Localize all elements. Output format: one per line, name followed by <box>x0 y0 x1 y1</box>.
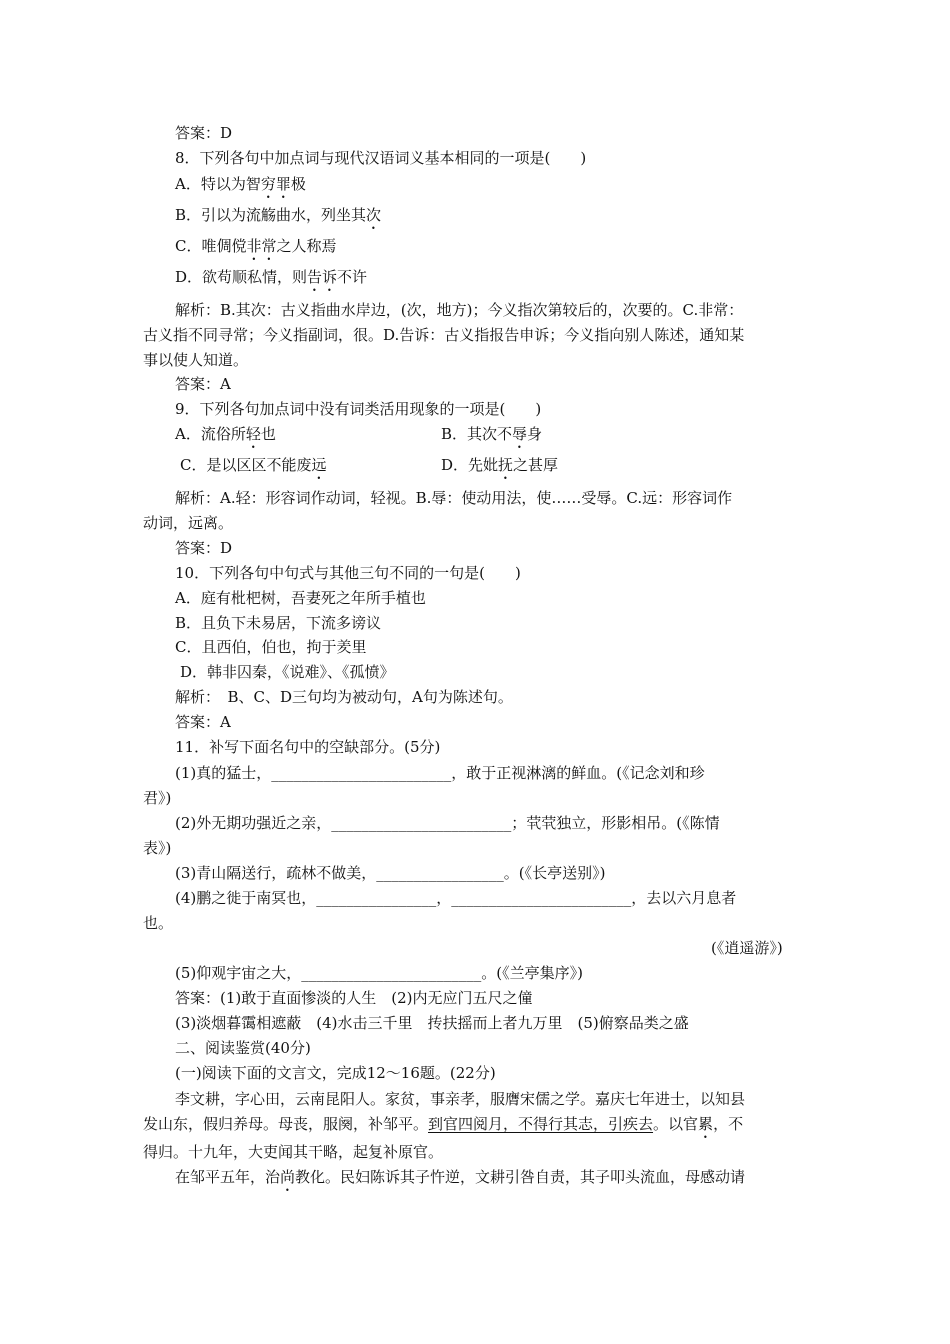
fill-blank-line: (3)青山隔送行，疏林不做美，_________________。(《长亭送别》) <box>175 864 606 882</box>
option-line: C．且西伯，伯也，拘于羑里 <box>175 638 367 656</box>
option-line: D．欲苟顺私情，则告诉不许 <box>175 268 368 286</box>
subsection-heading: (一)阅读下面的文言文，完成12～16题。(22分) <box>175 1064 496 1082</box>
option-line: B．其次不辱身 <box>441 425 543 443</box>
answer-line: 答案：A <box>175 375 231 393</box>
explanation-line: 解析：B.其次：古义指曲水岸边，(次，地方)；今义指次第较后的，次要的。C.非常： <box>175 301 744 319</box>
explanation-line: 解析： B、C、D三句均为被动句，A句为陈述句。 <box>175 688 513 706</box>
option-line: A．流俗所轻也 <box>175 425 276 443</box>
option-line: B．引以为流觞曲水，列坐其次 <box>175 206 382 224</box>
answer-line: (3)淡烟暮霭相遮蔽 (4)水击三千里 抟扶摇而上者九万里 (5)俯察品类之盛 <box>175 1014 689 1032</box>
question-11: 11．补写下面名句中的空缺部分。(5分) <box>175 738 441 756</box>
option-line: C．唯倜傥非常之人称焉 <box>175 237 337 255</box>
fill-blank-line: 君》) <box>143 789 172 807</box>
answer-line: 答案：(1)敢于直面惨淡的人生 (2)内无应门五尺之僮 <box>175 989 533 1007</box>
answer-line: 答案：A <box>175 713 231 731</box>
option-line: D．先妣抚之甚厚 <box>441 456 559 474</box>
fill-blank-line: (4)鹏之徙于南冥也，________________，________________________，去以六月息者 <box>175 889 737 907</box>
question-9: 9．下列各句加点词中没有词类活用现象的一项是( ) <box>175 400 542 418</box>
option-line: B．且负下未易居，下流多谤议 <box>175 614 382 632</box>
passage-line: 在邹平五年，治尚教化。民妇陈诉其子忤逆，文耕引咎自责，其子叩头流血，母感动请 <box>175 1168 746 1186</box>
option-line: D．韩非囚秦，《说难》、《孤愤》 <box>180 663 395 681</box>
answer-line: 答案：D <box>175 539 233 557</box>
explanation-line: 事以使人知道。 <box>143 351 249 369</box>
passage-line: 发山东，假归养母。母丧，服阕，补邹平。到官四阅月，不得行其志，引疾去。以官累，不 <box>143 1115 744 1133</box>
explanation-line: 解析：A.轻：形容词作动词，轻视。B.辱：使动用法，使……受辱。C.远：形容词作 <box>175 489 733 507</box>
fill-blank-line: (5)仰观宇宙之大，________________________。(《兰亭集序》) <box>175 964 583 982</box>
answer-line: 答案：D <box>175 124 233 142</box>
option-line: A．特以为智穷罪极 <box>175 175 306 193</box>
fill-blank-line: (1)真的猛士，________________________，敢于正视淋漓的鲜血。(《记念刘和珍 <box>175 764 705 782</box>
explanation-line: 古义指不同寻常；今义指副词，很。D.告诉：古义指报告申诉；今义指向别人陈述，通知某 <box>143 326 745 344</box>
passage-line: 得归。十九年，大吏闻其干略，起复补原官。 <box>143 1143 444 1161</box>
option-line: A．庭有枇杷树，吾妻死之年所手植也 <box>175 589 426 607</box>
option-line: C．是以区区不能废远 <box>180 456 327 474</box>
section-heading: 二、阅读鉴赏(40分) <box>175 1039 311 1057</box>
passage-line: 李文耕，字心田，云南昆阳人。家贫，事亲孝，服膺宋儒之学。嘉庆七年进士，以知县 <box>175 1090 746 1108</box>
explanation-line: 动词，远离。 <box>143 514 234 532</box>
question-10: 10．下列各句中句式与其他三句不同的一句是( ) <box>175 564 521 582</box>
question-8: 8．下列各句中加点词与现代汉语词义基本相同的一项是( ) <box>175 149 587 167</box>
fill-blank-line: (2)外无期功强近之亲，________________________；茕茕独立，形影相吊。(《陈情 <box>175 814 720 832</box>
fill-blank-line: 也。 <box>143 914 174 932</box>
fill-blank-line: 表》) <box>143 839 172 857</box>
source-note: (《逍遥游》) <box>711 939 783 957</box>
